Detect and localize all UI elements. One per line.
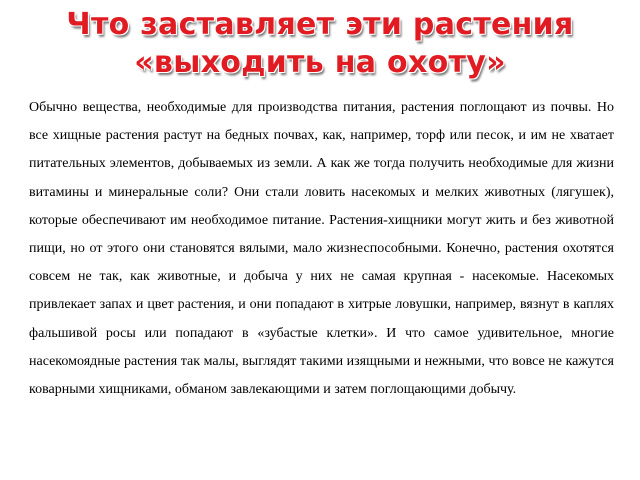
title-line-2: «выходить на охоту» — [134, 45, 506, 80]
body-paragraph: Обычно вещества, необходимые для производства питания, растения поглощают из почвы. Но все хищные растения растут на бедных почвах, как, например, торф или песок, и им не хватает питательных элементов, добываемых из земли. А как же тогда получить необходимые для жизни витамины и минеральные соли? Они стали ловить насекомых и мелких животных (лягушек), которые обеспечивают им необходимое питание. Растения-хищники могут жить и без животной пищи, но от этого они становятся вялыми, мало жизнеспособными. Конечно, растения охотятся совсем не так, как животные, и добыча у них не самая крупная - насекомые. Насекомых привлекает запах и цвет растения, и они попадают в хитрые ловушки, например, вязнут в каплях фальшивой росы или попадают в «зубастые клетки». И что самое удивительное, многие насекомоядные растения так малы, выглядят такими изящными и нежными, что вовсе не кажутся коварными хищниками, обманом завлекающими и затем поглощающими добычу. — [29, 100, 614, 398]
title-line-1: Что заставляет эти растения — [66, 7, 574, 42]
slide-title — [0, 6, 640, 82]
